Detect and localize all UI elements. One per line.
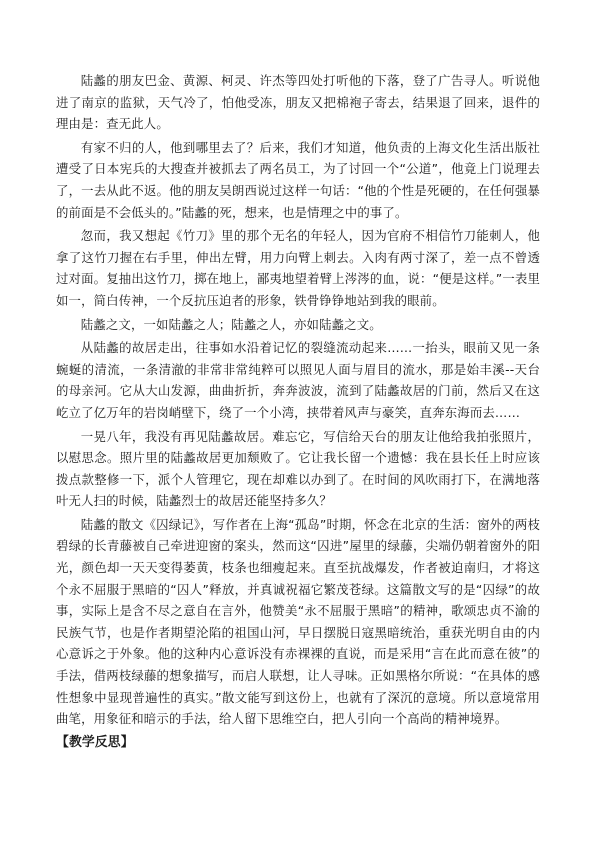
paragraph-bamboo-knife: 忽而，我又想起《竹刀》里的那个无名的年轻人，因为官府不相信竹刀能刺人，他拿了这竹刀握在右手里，伸出左臂，用力向臂上刺去。入肉有两寸深了，差一点不曾透过对面。复抽出这竹刀，掷在地上，鄙夷地望着臂上涔涔的血，说：“便是这样。”一表里如一，简白传神，一个反抗压迫者的形象，铁骨铮铮地站到我的眼前。: [56, 228, 540, 308]
section-heading-teaching-reflection: 【教学反思】: [56, 734, 134, 750]
paragraph-river: 从陆蠡的故居走出，往事如水沿着记忆的裂缝流动起来……一抬头，眼前又见一条蜿蜒的清流，一条清澈的非常非常纯粹可以照见人面与眉目的流水，那是始丰溪--天台的母亲河。它从大山发源，曲曲折折，奔奔波波，流到了陆蠡故居的门前，然后又在这屹立了亿万年的岩岗峭壁下，绕了一个小湾，挟带着风声与豪笑，直奔东海而去……: [56, 340, 540, 420]
paragraph-writing-and-person: 陆蠡之文，一如陆蠡之人；陆蠡之人，亦如陆蠡之文。: [80, 316, 382, 332]
paragraph-prison-green: 陆蠡的散文《囚绿记》，写作者在上海“孤岛”时期，怀念在北京的生活：窗外的两枝碧绿的长青藤被自己牵进迎窗的案头，然而这“囚进”屋里的绿藤，尖端仍朝着窗外的阳光，颜色却一天天变得萎黄，枝条也细瘦起来。直至抗战爆发，作者被迫南归，才将这个永不屈服于黑暗的“囚人”释放，并真诚祝福它繁茂苍绿。这篇散文写的是“囚绿”的故事，实际上是含不尽之意自在言外，他赞美“永不屈服于黑暗”的精神，歌颂忠贞不渝的民族气节，也是作者期望沦陷的祖国山河，早日摆脱日寇黑暗统治，重获光明自由的内心意诉之于外象。他的这种内心意诉没有赤裸裸的直说，而是采用“言在此而意在彼”的手法，借两枝绿藤的想象描写，而启人联想，让人寻味。正如黑格尔所说：“在具体的感性想象中显现普遍性的真实。”散文能写到这份上，也就有了深沉的意境。所以意境常用曲笔，用象征和暗示的手法，给人留下思维空白，把人引向一个高尚的精神境界。: [56, 516, 541, 727]
paragraph-publisher-raid: 有家不归的人，他到哪里去了？后来，我们才知道，他负责的上海文化生活出版社遭受了日本宪兵的大搜查并被抓去了两名员工，为了讨回一个“公道”，他竟上门说理去了，一去从此不返。他的朋友吴朗西说过这样一句话：“他的个性是死硬的，在任何强暴的前面是不会低头的。”陆蠡的死，想来，也是情理之中的事了。: [56, 139, 540, 220]
document-body: [56, 70, 540, 753]
paragraph-search-notice: 陆蠡的朋友巴金、黄源、柯灵、许杰等四处打听他的下落，登了广告寻人。听说他进了南京的监狱，天气冷了，怕他受冻，朋友又把棉袍子寄去，结果退了回来，退件的理由是：查无此人。: [56, 73, 540, 132]
paragraph-eight-years: 一晃八年，我没有再见陆蠡故居。难忘它，写信给天台的朋友让他给我拍张照片，以慰思念。照片里的陆蠡故居更加颓败了。它让我长留一个遗憾：我在县长任上时应该拨点款整修一下，派个人管理它，现在却难以办到了。在时间的风吹雨打下，在满地落叶无人扫的时候，陆蠡烈士的故居还能坚持多久？: [56, 428, 540, 509]
